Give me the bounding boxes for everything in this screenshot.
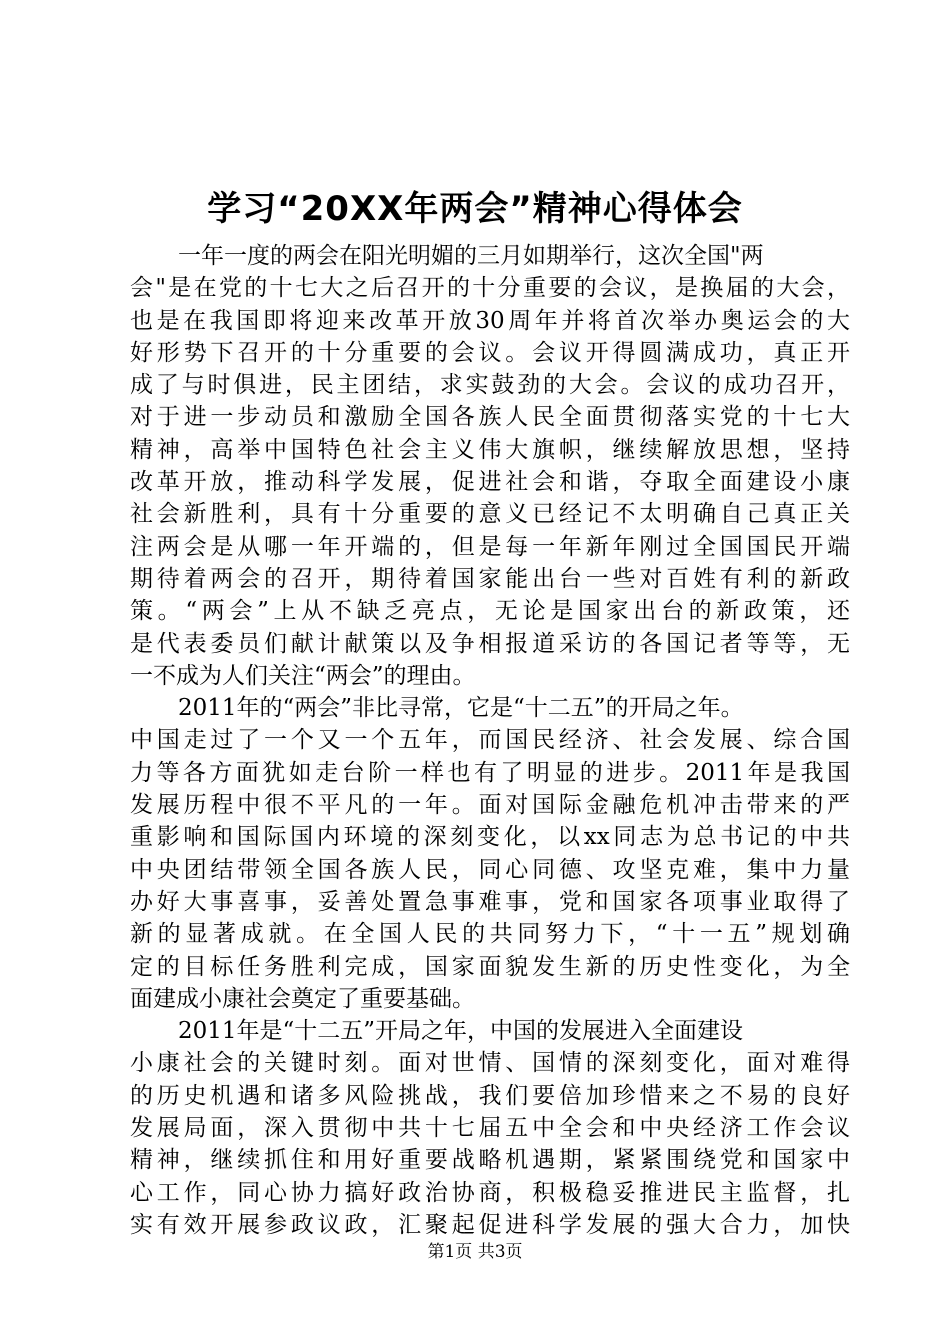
text-line: 中国走过了一个又一个五年，而国民经济、社会发展、综合国 [130,727,850,754]
text-line: 2011年是“十二五”开局之年，中国的发展进入全面建设 [178,1018,744,1045]
text-line: 策。“两会”上从不缺乏亮点，无论是国家出台的新政策，还 [130,598,850,625]
text-line: 注两会是从哪一年开端的，但是每一年新年刚过全国国民开端 [130,533,850,560]
document-title: 学习“20XX年两会”精神心得体会 [207,189,743,229]
text-line: 改革开放，推动科学发展，促进社会和谐，夺取全面建设小康 [130,469,850,496]
text-line: 也是在我国即将迎来改革开放30周年并将首次举办奥运会的大 [130,307,850,334]
text-line: 定的目标任务胜利完成，国家面貌发生新的历史性变化，为全 [130,953,850,980]
text-line: 力等各方面犹如走台阶一样也有了明显的进步。2011年是我国 [130,759,850,786]
text-line: 好形势下召开的十分重要的会议。会议开得圆满成功，真正开 [130,339,850,366]
text-line: 2011年的“两会”非比寻常，它是“十二五”的开局之年。 [178,695,744,722]
text-line: 新的显著成就。在全国人民的共同努力下，“十一五”规划确 [130,921,850,948]
text-line: 面建成小康社会奠定了重要基础。 [130,985,475,1012]
text-line: 中央团结带领全国各族人民，同心同德、攻坚克难，集中力量 [130,856,850,883]
text-line: 心工作，同心协力搞好政治协商，积极稳妥推进民主监督，扎 [130,1179,850,1206]
text-line: 社会新胜利，具有十分重要的意义已经记不太明确自己真正关 [130,501,850,528]
paragraph [130,692,850,1015]
page-footer: 第1页 共3页 [427,1242,523,1262]
text-line: 对于进一步动员和激励全国各族人民全面贯彻落实党的十七大 [130,404,850,431]
text-line: 一不成为人们关注“两会”的理由。 [130,662,476,689]
paragraph [130,1015,850,1241]
text-line: 会"是在党的十七大之后召开的十分重要的会议，是换届的大会， [130,275,850,302]
text-line: 小康社会的关键时刻。面对世情、国情的深刻变化，面对难得 [130,1050,850,1077]
text-line: 是代表委员们献计献策以及争相报道采访的各国记者等等，无 [130,630,850,657]
text-line: 发展局面，深入贯彻中共十七届五中全会和中央经济工作会议 [130,1115,850,1142]
text-line: 发展历程中很不平凡的一年。面对国际金融危机冲击带来的严 [130,792,850,819]
text-line: 精神，继续抓住和用好重要战略机遇期，紧紧围绕党和国家中 [130,1147,850,1174]
document-body [130,240,850,1241]
paragraph [130,240,850,692]
text-line: 办好大事喜事，妥善处置急事难事，党和国家各项事业取得了 [130,888,850,915]
text-line: 精神，高举中国特色社会主义伟大旗帜，继续解放思想，坚持 [130,436,850,463]
text-line: 实有效开展参政议政，汇聚起促进科学发展的强大合力，加快 [130,1211,850,1238]
text-line: 重影响和国际国内环境的深刻变化，以xx同志为总书记的中共 [130,824,850,851]
text-line: 期待着两会的召开，期待着国家能出台一些对百姓有利的新政 [130,565,850,592]
text-line: 一年一度的两会在阳光明媚的三月如期举行，这次全国"两 [178,243,764,269]
text-line: 成了与时俱进，民主团结，求实鼓劲的大会。会议的成功召开， [130,372,850,399]
text-line: 的历史机遇和诸多风险挑战，我们要倍加珍惜来之不易的良好 [130,1082,850,1109]
